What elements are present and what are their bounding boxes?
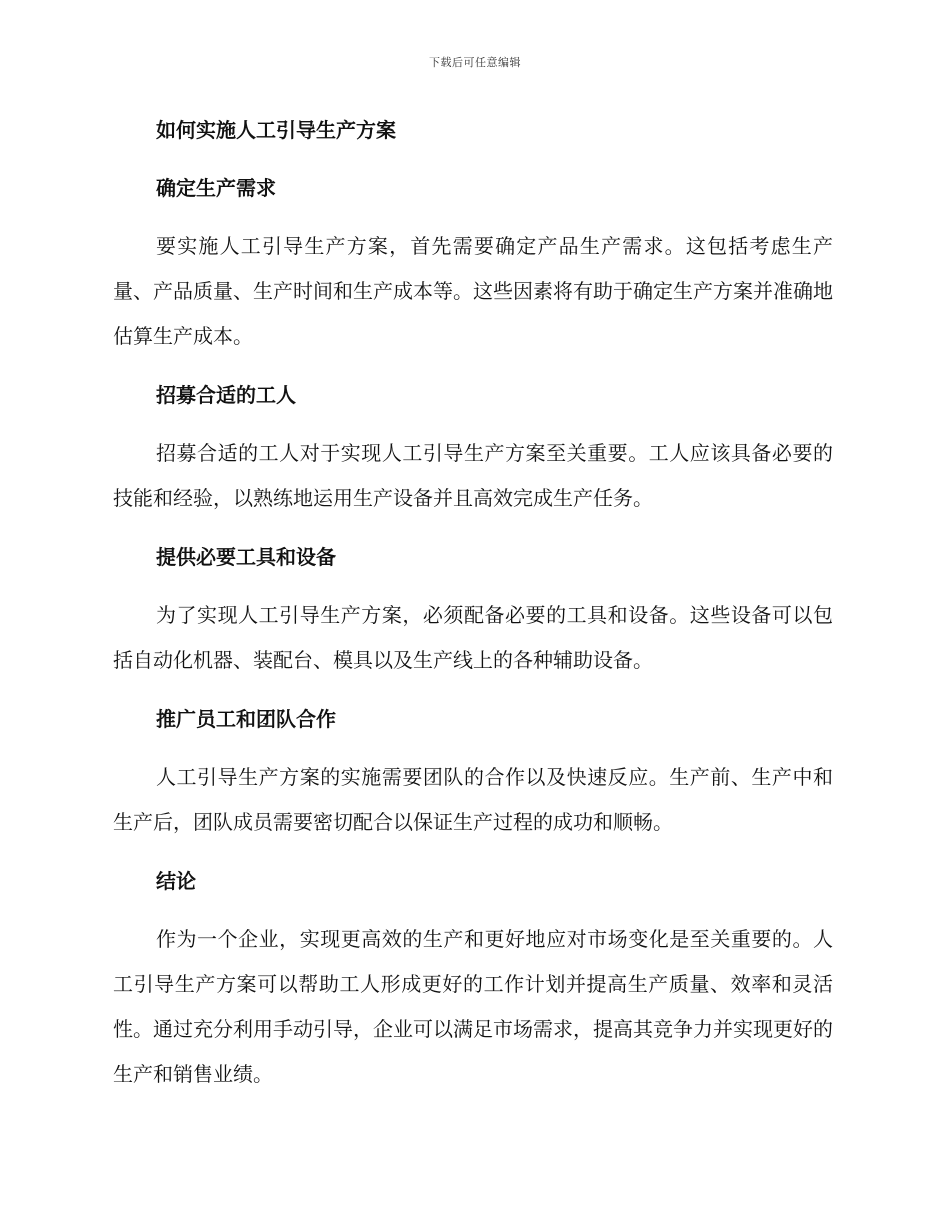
- section-recruit-workers: [113, 373, 833, 521]
- section-teamwork: [113, 697, 833, 845]
- section-paragraph: 人工引导生产方案的实施需要团队的合作以及快速反应。生产前、生产中和生产后，团队成员需要密切配合以保证生产过程的成功和顺畅。: [113, 765, 833, 834]
- section-conclusion: [113, 859, 833, 1097]
- document-body: [113, 108, 833, 1097]
- section-heading: 提供必要工具和设备: [156, 545, 336, 569]
- section-heading: 推广员工和团队合作: [156, 707, 336, 731]
- section-tools-equipment: [113, 535, 833, 683]
- section-heading: 结论: [156, 869, 196, 893]
- header-note: 下载后可任意编辑: [429, 56, 521, 69]
- section-heading: 确定生产需求: [156, 176, 276, 200]
- document-title: 如何实施人工引导生产方案: [156, 118, 396, 142]
- section-production-needs: [113, 166, 833, 359]
- section-paragraph: 作为一个企业，实现更高效的生产和更好地应对市场变化是至关重要的。人工引导生产方案可以帮助工人形成更好的工作计划并提高生产质量、效率和灵活性。通过充分利用手动引导，企业可以满足市场需求，提高其竞争力并实现更好的生产和销售业绩。: [113, 927, 833, 1086]
- section-heading: 招募合适的工人: [156, 383, 296, 407]
- section-paragraph: 要实施人工引导生产方案，首先需要确定产品生产需求。这包括考虑生产量、产品质量、生产时间和生产成本等。这些因素将有助于确定生产方案并准确地估算生产成本。: [113, 234, 833, 348]
- section-paragraph: 招募合适的工人对于实现人工引导生产方案至关重要。工人应该具备必要的技能和经验，以熟练地运用生产设备并且高效完成生产任务。: [113, 441, 833, 510]
- section-paragraph: 为了实现人工引导生产方案，必须配备必要的工具和设备。这些设备可以包括自动化机器、装配台、模具以及生产线上的各种辅助设备。: [113, 603, 833, 672]
